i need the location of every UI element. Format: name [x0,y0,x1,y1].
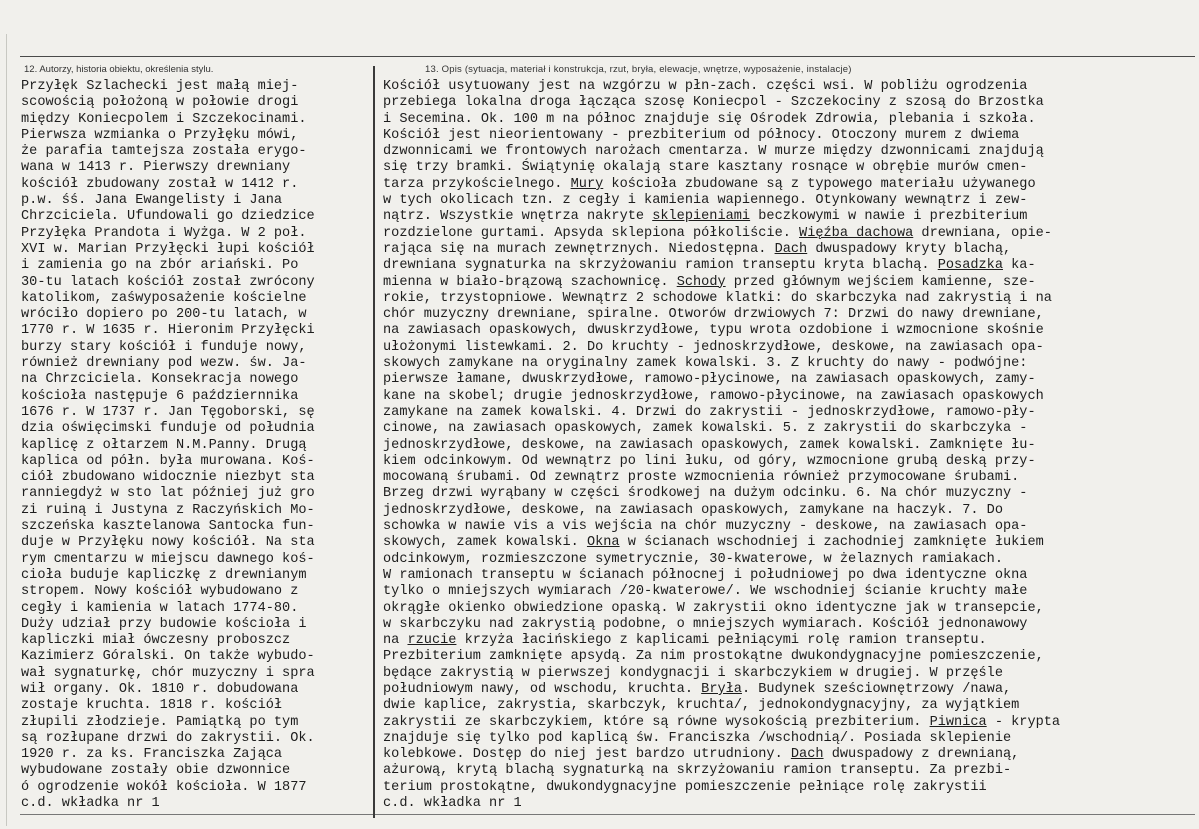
history-text-line: są rozłupane drzwi do zakrystii. Ok. [21,730,315,746]
description-text-line: rokie, trzystopniowe. Wewnątrz 2 schodowe klatki: do skarbczyka nad zakrystią i na [383,290,1052,306]
description-text-line: mienna w biało-brązową szachownicę. Schody przed głównym wejściem kamienne, sze- [383,274,1036,290]
description-text-line: cinowe, na zawiasach opaskowych, zamek kowalski. 5. z zakrystii do skarbczyka - [383,421,1028,437]
description-text-line: Kościół usytuowany jest na wzgórzu w płn-zach. części wsi. W pobliżu ogrodzenia [383,79,1028,94]
underlined-term: Posadzka [937,258,1003,274]
description-text-line: na zawiasach opaskowych, dwuskrzydłowe, typu wrota ozdobione i wzmocnione skośnie [383,323,1044,339]
description-text-line: tylko o mniejszych wymiarach /20-kwaterowe/. We wschodniej ścianie kruchty małe [383,584,1028,600]
history-text-line: wił organy. Ok. 1810 r. dobudowana [21,681,299,697]
description-text-line: jednoskrzydłowe, deskowe, na zawiasach opaskowych, zamykane na haczyk. 7. Do [383,502,1003,518]
history-text-line: burzy stary kościół i funduje nowy, [21,339,307,355]
description-text-line: Prezbiterium zamknięte apsydą. Za nim prostokątne dwukondygnacyjne pomieszczenie, [383,649,1044,665]
history-text-line: dzia oświęcimski funduje od południa [21,421,315,437]
description-text-line: zamykane na zamek kowalski. 4. Drzwi do zakrystii - jednoskrzydłowe, ramowo-pły- [383,404,1036,420]
history-text-line: p.w. śś. Jana Ewangelisty i Jana [21,193,283,209]
description-text-line: w tych okolicach tzn. z cegły i kamienia wapiennego. Otynkowany wewnątrz i zew- [383,193,1028,209]
underlined-term: Piwnica [929,714,987,730]
history-text-line: ó ogrodzenie wokół kościoła. W 1877 [21,779,307,795]
description-text-line: okrągłe okienko obwiedzione opaską. W zakrystii okno identyczne jak w transepcie, [383,600,1044,616]
history-text-line: rym cmentarzu w miejscu dawnego koś- [21,551,315,567]
description-text-line: chór muzyczny drewniane, spiralne. Otworów drzwiowych 7: Drzwi do nawy drewniane, [383,307,1044,323]
history-text-line: Duży udział przy budowie kościoła i [21,616,307,632]
history-text-line: cioła buduje kapliczkę z drewnianym [21,567,307,583]
history-text-line: ranniegdyż w sto lat później już gro [21,486,315,502]
description-text-line: Brzeg drzwi wyrąbany w części środkowej na dużym odcinku. 6. Na chór muzyczny - [383,486,1028,502]
history-text-line: zi ruiną i Justyna z Raczyńskich Mo- [21,502,315,518]
description-text-line: rająca się na murach zewnętrznych. Niedostępna. Dach dwuspadowy kryty blachą, [383,241,1012,257]
history-text-line: Przyłęka Prandota i Wyżga. W 2 poł. [21,225,307,241]
history-text-line: kościoła następuje 6 październnika [21,388,299,404]
description-text-line: odcinkowym, rozmieszczone symetrycznie, 30-kwaterowe, w żelaznych ramiakach. [383,551,1003,567]
description-text-line: c.d. wkładka nr 1 [383,796,522,812]
description-text-line: mocowaną śrubami. Od zewnątrz proste wzmocnienia również przymocowane śrubami. [383,470,1020,486]
history-text-line: również drewniany pod wezw. św. Ja- [21,356,307,372]
underlined-term: Okna [586,535,620,551]
description-text-line: zakrystii ze skarbczykiem, które są równe wysokością prezbiterium. Piwnica - krypta [383,714,1061,730]
description-text-line: skowych zamykane na oryginalny zamek kowalski. 3. Z kruchty do nawy - podwójne: [383,356,1028,372]
history-text-line: cegły i kamienia w latach 1774-80. [21,600,299,616]
underlined-term: rzucie [407,633,457,649]
description-text-line: na rzucie krzyża łacińskiego z kaplicami pełniącymi rolę ramion transeptu. [383,633,987,649]
history-text-line: Pierwsza wzmianka o Przyłęku mówi, [21,127,299,143]
description-text-line: kiem odcinkowym. Od wewnątrz po lini łuku, od góry, wzmocnione grubą deską przy- [383,453,1036,469]
description-text-line: drewniana sygnaturka na skrzyżowaniu ramion transeptu kryta blachą. Posadzka ka- [383,258,1036,274]
history-text-line: szczeńska kasztelanowa Santocka fun- [21,519,315,535]
history-text-line: i zamienia go na zbór ariański. Po [21,258,299,274]
underlined-term: Dach [774,241,808,257]
underlined-term: Bryła [701,681,742,697]
description-text-line: ażurową, krytą blachą sygnaturką na skrzyżowaniu ramion transeptu. Za prezbi- [383,763,1012,779]
description-text-line: tarza przykościelnego. Mury kościoła zbudowane są z typowego materiału używanego [383,176,1036,192]
description-text-line: jednoskrzydłowe, deskowe, na zawiasach opaskowych, zamek kowalski. Zamknięte łu- [383,437,1036,453]
history-text-line: 1920 r. za ks. Franciszka Zająca [21,747,283,763]
history-text-line: stropem. Nowy kościół wybudowano z [21,584,299,600]
history-text-line: Przyłęk Szlachecki jest małą miej- [21,79,299,94]
description-text-line: nątrz. Wszystkie wnętrza nakryte sklepieniami beczkowymi w nawie i prezbiterium [383,209,1028,225]
description-text-line: kolebkowe. Dostęp do niej jest bardzo utrudniony. Dach dwuspadowy z drewnianą, [383,747,1020,763]
history-text-line: duje w Przyłęku nowy kościół. Na sta [21,535,315,551]
history-text-line: 30-tu latach kościół został zwrócony [21,274,315,290]
description-text-line: ułożonymi listewkami. 2. Do kruchty - jednoskrzydłowe, deskowe, na zawiasach opa- [383,339,1044,355]
bottom-rule [20,814,1195,815]
description-text-line: schowka w nawie vis a vis wejścia na chór muzyczny - deskowe, na zawiasach opa- [383,519,1028,535]
history-text-line: na Chrzciciela. Konsekracja nowego [21,372,299,388]
history-text-line: 1770 r. W 1635 r. Hieronim Przyłęcki [21,323,315,339]
underlined-term: Schody [676,274,726,290]
history-text-line: c.d. wkładka nr 1 [21,796,160,812]
description-text-line: w skarbczyku nad zakrystią podobne, o mniejszych wymiarach. Kościół jednonawowy [383,616,1028,632]
underlined-term: Mury [570,176,604,192]
description-text-line: pierwsze łamane, dwuskrzydłowe, ramowo-płycinowe, na zawiasach opaskowych, zamy- [383,372,1036,388]
section-13-header: 13. Opis (sytuacja, materiał i konstrukcja, rzut, bryła, elewacje, wnętrze, wyposażenie, instalacje) [425,64,852,75]
description-text-line: Kościół jest nieorientowany - prezbiterium od północy. Otoczony murem z dwiema [383,127,1020,143]
history-text-line: wróciło dopiero po 200-tu latach, w [21,307,307,323]
history-text-column [21,79,315,812]
underlined-term: sklepieniami [652,209,751,225]
history-text-line: zostaje kruchta. 1818 r. kościół [21,698,283,714]
history-text-line: złupili złodzieje. Pamiątką po tym [21,714,299,730]
history-text-line: że parafia tamtejsza została erygo- [21,144,307,160]
underlined-term: Dach [790,747,824,763]
history-text-line: kościół zbudowany został w 1412 r. [21,176,299,192]
description-text-line: W ramionach transeptu w ścianach północnej i południowej po dwa identyczne okna [383,567,1028,583]
history-text-line: wybudowane zostały obie dzwonnice [21,763,291,779]
history-text-line: katolikom, zaśwyposażenie kościelne [21,290,307,306]
history-text-line: kaplicę z ołtarzem N.M.Panny. Drugą [21,437,307,453]
history-text-line: wał sygnaturkę, chór muzyczny i spra [21,665,315,681]
description-text-line: znajduje się tylko pod kaplicą św. Franciszka /wschodnią/. Posiada sklepienie [383,730,1012,746]
description-text-line: będące zakrystią w pierwszej kondygnacji i skarbczykiem w drugiej. W przęśle [383,665,1003,681]
history-text-line: Chrzciciela. Ufundowali go dziedzice [21,209,315,225]
description-text-line: rozdzielone gurtami. Apsyda sklepiona półkoliście. Więźba dachowa drewniana, opie- [383,225,1052,241]
description-text-line: terium prostokątne, dwukondygnacyjne pomieszczenie pełniące rolę zakrystii [383,779,987,795]
description-text-line: przebiega lokalna droga łącząca szosę Koniecpol - Szczekociny z szosą do Brzostka [383,95,1044,111]
section-12-header: 12. Autorzy, historia obiektu, określenia stylu. [24,64,214,75]
history-text-line: wana w 1413 r. Pierwszy drewniany [21,160,291,176]
description-text-line: dwie kaplice, zakrystia, skarbczyk, kruchta/, jednokondygnacyjny, za wyjątkiem [383,698,1020,714]
history-text-line: między Koniecpolem i Szczekocinami. [21,111,307,127]
column-divider [373,66,375,818]
history-text-line: XVI w. Marian Przyłęcki łupi kościół [21,241,315,257]
description-text-column [383,79,1060,812]
underlined-term: Więźba dachowa [799,225,914,241]
description-text-line: dzwonnicami we frontowych narożach cmentarza. W murze między dzwonnicami znajdują [383,144,1044,160]
description-text-line: kane na skobel; drugie jednoskrzydłowe, ramowo-płycinowe, na zawiasach opaskowych [383,388,1044,404]
history-text-line: ciół zbudowano widocznie niezbyt sta [21,470,315,486]
history-text-line: 1676 r. W 1737 r. Jan Tęgoborski, sę [21,404,315,420]
description-text-line: południowym nawy, od wschodu, kruchta. Bryła. Budynek sześciownętrzowy /nawa, [383,681,1012,697]
history-text-line: kaplica od półn. była murowana. Koś- [21,453,315,469]
history-text-line: Kazimierz Góralski. On także wybudo- [21,649,315,665]
description-text-line: i Secemina. Ok. 100 m na północ znajduje się Ośrodek Zdrowia, plebania i szkoła. [383,111,1036,127]
top-rule [20,56,1195,57]
history-text-line: kapliczki miał ówczesny proboszcz [21,633,291,649]
description-text-line: skowych, zamek kowalski. Okna w ścianach wschodniej i zachodniej zamknięte łukiem [383,535,1044,551]
description-text-line: się trzy bramki. Świątynię okalają stare kasztany rosnące w obrębie murów cmen- [383,160,1028,176]
history-text-line: scowością położoną w połowie drogi [21,95,299,111]
